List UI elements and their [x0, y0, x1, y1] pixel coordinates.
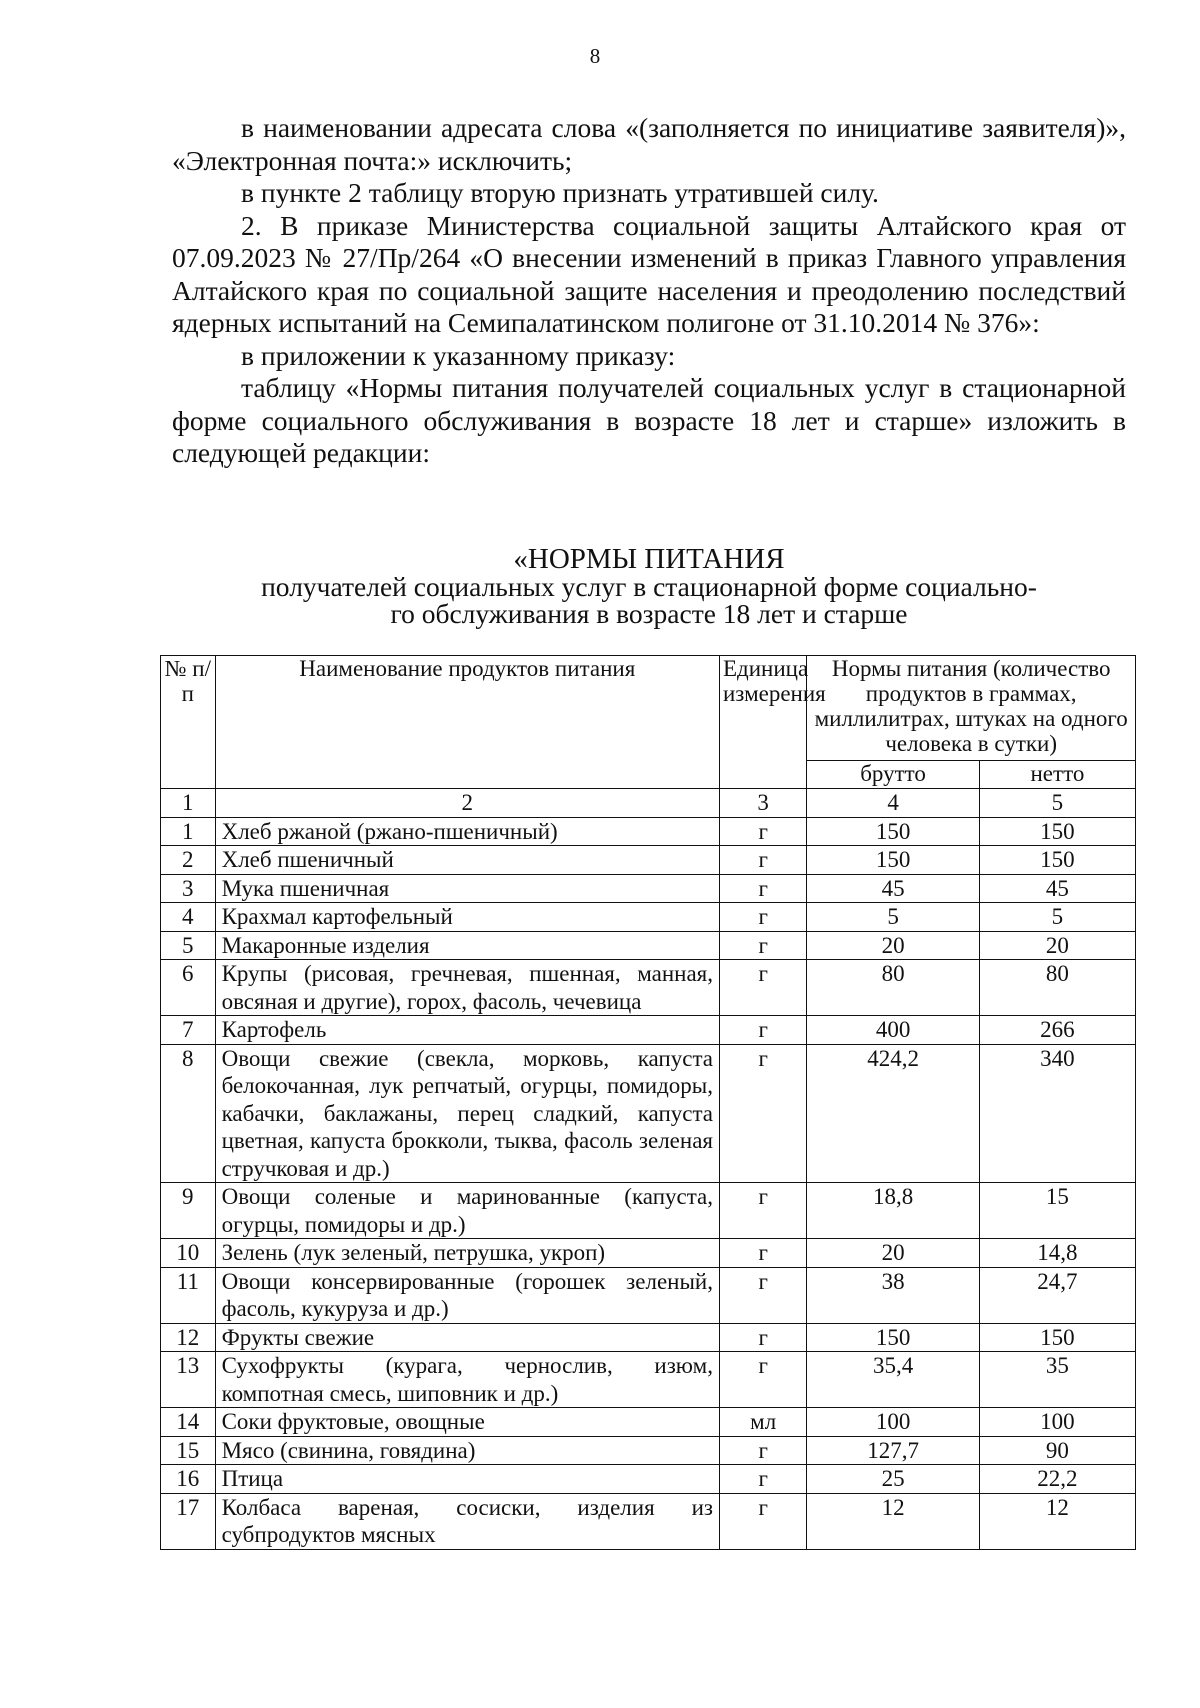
column-number: 2 — [215, 789, 719, 818]
product-name: Соки фруктовые, овощные — [215, 1408, 719, 1437]
paragraph: в пункте 2 таблицу вторую признать утратившей силу. — [241, 177, 879, 208]
row-number: 13 — [161, 1352, 216, 1408]
table-row — [161, 903, 1136, 932]
row-number: 10 — [161, 1239, 216, 1268]
column-number: 5 — [979, 789, 1135, 818]
table-row — [161, 846, 1136, 875]
table-row — [161, 1323, 1136, 1352]
row-number: 9 — [161, 1183, 216, 1239]
table-row — [161, 1436, 1136, 1465]
unit-cell: г — [720, 960, 807, 1016]
product-name: Крупы (рисовая, гречневая, пшенная, манная, овсяная и другие), горох, фасоль, чечевица — [215, 960, 719, 1016]
gross-value: 150 — [807, 817, 980, 846]
title-sub-line: го обслуживания в возрасте 18 лет и старше — [390, 598, 908, 629]
product-name: Птица — [215, 1465, 719, 1494]
row-number: 16 — [161, 1465, 216, 1494]
table-row — [161, 1044, 1136, 1183]
unit-cell: г — [720, 1044, 807, 1183]
header-unit: Единица измерения — [720, 656, 807, 789]
gross-value: 20 — [807, 931, 980, 960]
row-number: 7 — [161, 1016, 216, 1045]
product-name: Картофель — [215, 1016, 719, 1045]
row-number: 1 — [161, 817, 216, 846]
gross-value: 18,8 — [807, 1183, 980, 1239]
table-body — [161, 656, 1136, 1550]
page-number: 8 — [589, 44, 601, 68]
net-value: 45 — [979, 874, 1135, 903]
net-value: 20 — [979, 931, 1135, 960]
nutrition-norms-table — [160, 655, 1136, 1550]
unit-cell: мл — [720, 1408, 807, 1437]
net-value: 12 — [979, 1493, 1135, 1549]
row-number: 11 — [161, 1267, 216, 1323]
gross-value: 45 — [807, 874, 980, 903]
row-number: 2 — [161, 846, 216, 875]
net-value: 100 — [979, 1408, 1135, 1437]
paragraph: таблицу «Нормы питания получателей социальных услуг в стационарной форме социального обслуживания в возрасте 18 лет и старше» изложить в следующей редакции: — [172, 372, 1126, 468]
gross-value: 150 — [807, 1323, 980, 1352]
paragraph: 2. В приказе Министерства социальной защиты Алтайского края от 07.09.2023 № 27/Пр/264 «О внесении изменений в приказ Главного управления Алтайского края по социальной защите населения и преодолению последствий ядерных испытаний на Семипалатинском полигоне от 31.10.2014 № 376»: — [172, 209, 1126, 338]
gross-value: 38 — [807, 1267, 980, 1323]
table-row — [161, 1493, 1136, 1549]
header-num: № п/п — [161, 656, 216, 789]
net-value: 150 — [979, 846, 1135, 875]
product-name: Мука пшеничная — [215, 874, 719, 903]
row-number: 17 — [161, 1493, 216, 1549]
unit-cell: г — [720, 903, 807, 932]
table-row — [161, 1239, 1136, 1268]
gross-value: 25 — [807, 1465, 980, 1494]
gross-value: 150 — [807, 846, 980, 875]
table-row — [161, 1183, 1136, 1239]
product-name: Овощи консервированные (горошек зеленый, фасоль, кукуруза и др.) — [215, 1267, 719, 1323]
header-gross: брутто — [807, 761, 980, 789]
product-name: Овощи соленые и маринованные (капуста, огурцы, помидоры и др.) — [215, 1183, 719, 1239]
row-number: 14 — [161, 1408, 216, 1437]
net-value: 22,2 — [979, 1465, 1135, 1494]
unit-cell: г — [720, 1352, 807, 1408]
gross-value: 35,4 — [807, 1352, 980, 1408]
unit-cell: г — [720, 1465, 807, 1494]
net-value: 150 — [979, 817, 1135, 846]
header-net: нетто — [979, 761, 1135, 789]
gross-value: 100 — [807, 1408, 980, 1437]
unit-cell: г — [720, 874, 807, 903]
net-value: 24,7 — [979, 1267, 1135, 1323]
gross-value: 424,2 — [807, 1044, 980, 1183]
row-number: 5 — [161, 931, 216, 960]
table-row — [161, 1016, 1136, 1045]
paragraph: в наименовании адресата слова «(заполняется по инициативе заявителя)», «Электронная почта:» исключить; — [172, 112, 1126, 176]
body-text — [172, 112, 1126, 470]
gross-value: 80 — [807, 960, 980, 1016]
table-title — [172, 543, 1126, 629]
net-value: 80 — [979, 960, 1135, 1016]
unit-cell: г — [720, 1183, 807, 1239]
product-name: Зелень (лук зеленый, петрушка, укроп) — [215, 1239, 719, 1268]
table-row — [161, 931, 1136, 960]
column-number: 4 — [807, 789, 980, 818]
unit-cell: г — [720, 1016, 807, 1045]
column-number: 1 — [161, 789, 216, 818]
product-name: Колбаса вареная, сосиски, изделия из субпродуктов мясных — [215, 1493, 719, 1549]
unit-cell: г — [720, 846, 807, 875]
header-norms: Нормы питания (количество продуктов в граммах, миллилитрах, штуках на одного человека в сутки) — [807, 656, 1136, 761]
product-name: Макаронные изделия — [215, 931, 719, 960]
unit-cell: г — [720, 1239, 807, 1268]
gross-value: 5 — [807, 903, 980, 932]
table-row — [161, 1267, 1136, 1323]
net-value: 5 — [979, 903, 1135, 932]
net-value: 150 — [979, 1323, 1135, 1352]
row-number: 4 — [161, 903, 216, 932]
table-row — [161, 874, 1136, 903]
net-value: 15 — [979, 1183, 1135, 1239]
row-number: 8 — [161, 1044, 216, 1183]
table-row — [161, 1408, 1136, 1437]
column-numbers-row — [161, 789, 1136, 818]
gross-value: 12 — [807, 1493, 980, 1549]
unit-cell: г — [720, 1323, 807, 1352]
unit-cell: г — [720, 1267, 807, 1323]
product-name: Крахмал картофельный — [215, 903, 719, 932]
product-name: Сухофрукты (курага, чернослив, изюм, компотная смесь, шиповник и др.) — [215, 1352, 719, 1408]
unit-cell: г — [720, 1493, 807, 1549]
row-number: 3 — [161, 874, 216, 903]
row-number: 12 — [161, 1323, 216, 1352]
net-value: 266 — [979, 1016, 1135, 1045]
unit-cell: г — [720, 931, 807, 960]
header-name: Наименование продуктов питания — [215, 656, 719, 789]
net-value: 90 — [979, 1436, 1135, 1465]
title-main: «НОРМЫ ПИТАНИЯ — [513, 543, 785, 575]
table-row — [161, 1465, 1136, 1494]
paragraph: в приложении к указанному приказу: — [241, 339, 676, 371]
unit-cell: г — [720, 817, 807, 846]
net-value: 35 — [979, 1352, 1135, 1408]
gross-value: 20 — [807, 1239, 980, 1268]
product-name: Хлеб пшеничный — [215, 846, 719, 875]
unit-cell: г — [720, 1436, 807, 1465]
net-value: 14,8 — [979, 1239, 1135, 1268]
table-row — [161, 1352, 1136, 1408]
product-name: Фрукты свежие — [215, 1323, 719, 1352]
column-number: 3 — [720, 789, 807, 818]
table-row — [161, 960, 1136, 1016]
product-name: Мясо (свинина, говядина) — [215, 1436, 719, 1465]
gross-value: 400 — [807, 1016, 980, 1045]
title-sub-line: получателей социальных услуг в стационарной форме социально- — [261, 571, 1037, 602]
product-name: Овощи свежие (свекла, морковь, капуста белокочанная, лук репчатый, огурцы, помидоры, кабачки, баклажаны, перец сладкий, капуста цветная, капуста брокколи, тыква, фасоль зеленая стручковая и др.) — [215, 1044, 719, 1183]
table-header-row — [161, 656, 1136, 761]
net-value: 340 — [979, 1044, 1135, 1183]
gross-value: 127,7 — [807, 1436, 980, 1465]
row-number: 15 — [161, 1436, 216, 1465]
product-name: Хлеб ржаной (ржано-пшеничный) — [215, 817, 719, 846]
row-number: 6 — [161, 960, 216, 1016]
table-row — [161, 817, 1136, 846]
